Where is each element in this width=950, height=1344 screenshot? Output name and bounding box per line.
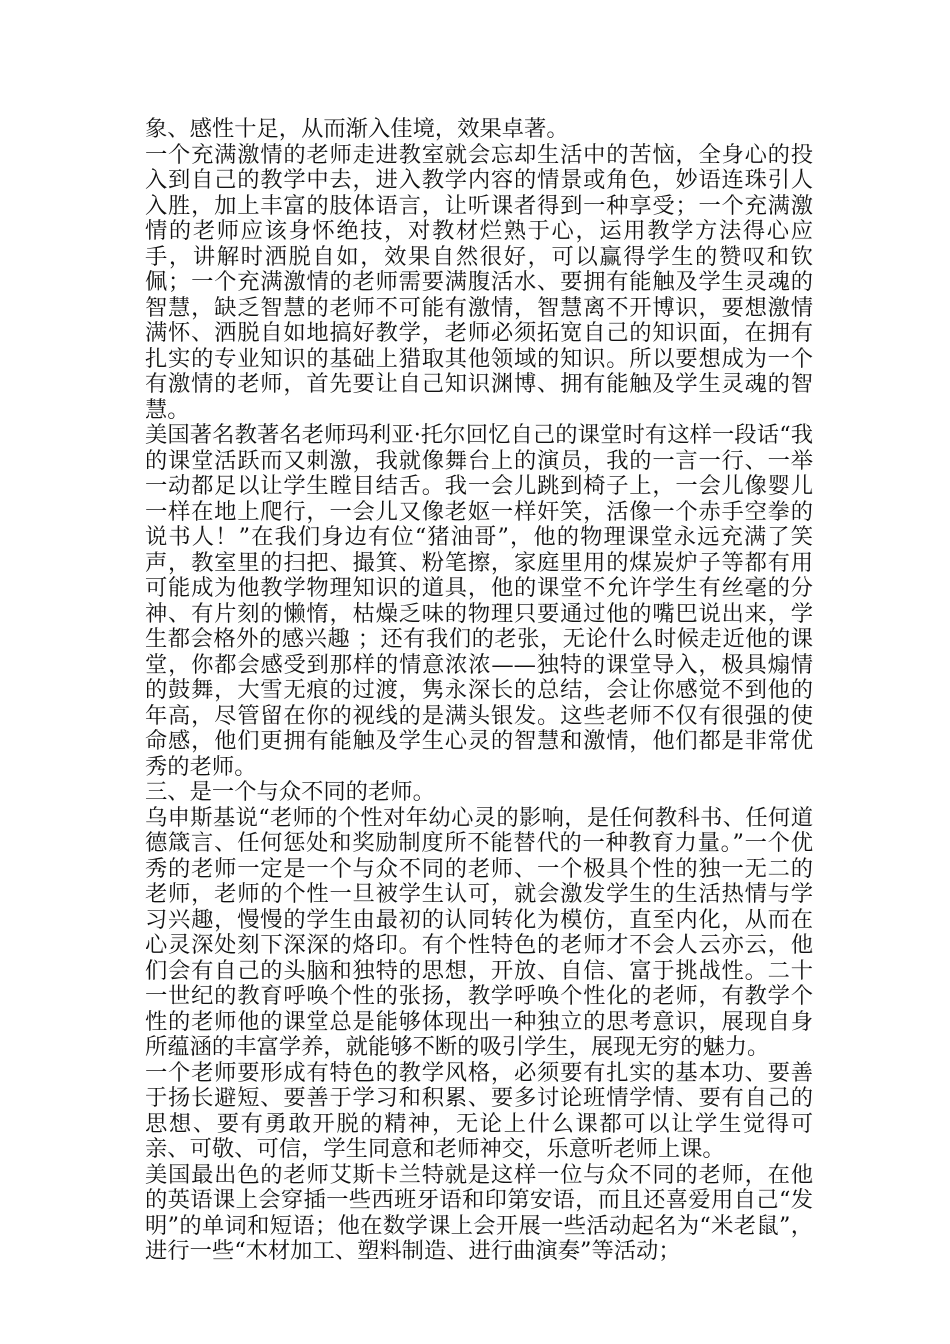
paragraph-teaching-style: 一个老师要形成有特色的教学风格，必须要有扎实的基本功、要善于扬长避短、要善于学习和积累、要多讨论班情学情、要有自己的思想、要有勇敢开脱的精神，无论上什么课都可以让学生觉得可亲、可敬、可信，学生同意和老师神交，乐意听老师上课。 (145, 1059, 813, 1162)
section-heading: 三、是一个与众不同的老师。 (145, 779, 435, 805)
paragraph-escalante-example: 美国最出色的老师艾斯卡兰特就是这样一位与众不同的老师，在他的英语课上会穿插一些西班牙语和印第安语，而且还喜爱用自己“发明”的单词和短语；他在数学课上会开展一些活动起名为“米老鼠”，进行一些“木材加工、塑料制造、进行曲演奏”等活动； (145, 1161, 813, 1264)
document-body (145, 117, 813, 1265)
paragraph-ushinsky-quote: 乌申斯基说“老师的个性对年幼心灵的影响，是任何教科书、任何道德箴言、任何惩处和奖励制度所不能替代的一种教育力量。”一个优秀的老师一定是一个与众不同的老师、一个极具个性的独一无二的老师，老师的个性一旦被学生认可，就会激发学生的生活热情与学习兴趣，慢慢的学生由最初的认同转化为模仿，直至内化，从而在心灵深处刻下深深的烙印。有个性特色的老师才不会人云亦云，他们会有自己的头脑和独特的思想，开放、自信、富于挑战性。二十一世纪的教育呼唤个性的张扬，教学呼唤个性化的老师，有教学个性的老师他的课堂总是能够体现出一种独立的思考意识，展现自身所蕴涵的丰富学养，就能够不断的吸引学生，展现无穷的魅力。 (145, 804, 813, 1060)
paragraph-passion-teacher: 一个充满激情的老师走进教室就会忘却生活中的苦恼，全身心的投入到自己的教学中去，进入教学内容的情景或角色，妙语连珠引人入胜，加上丰富的肢体语言，让听课者得到一种享受；一个充满激情的老师应该身怀绝技，对教材烂熟于心，运用教学方法得心应手，讲解时洒脱自如，效果自然很好，可以赢得学生的赞叹和钦佩；一个充满激情的老师需要满腹活水、要拥有能触及学生灵魂的智慧，缺乏智慧的老师不可能有激情，智慧离不开博识，要想激情满怀、洒脱自如地搞好教学，老师必须拓宽自己的知识面，在拥有扎实的专业知识的基础上猎取其他领域的知识。所以要想成为一个有激情的老师，首先要让自己知识渊博、拥有能触及学生灵魂的智慧。 (145, 141, 813, 423)
paragraph-maria-example: 美国著名教著名老师玛利亚·托尔回忆自己的课堂时有这样一段话“我的课堂活跃而又刺激，我就像舞台上的演员，我的一言一行、一举一动都足以让学生瞠目结舌。我一会儿跳到椅子上，一会儿像婴儿一样在地上爬行，一会儿又像老妪一样奸笑，活像一个赤手空拳的说书人！”在我们身边有位“猪油哥”，他的物理课堂永远充满了笑声，教室里的扫把、撮箕、粉笔擦，家庭里用的煤炭炉子等都有用可能成为他教学物理知识的道具，他的课堂不允许学生有丝毫的分神、有片刻的懒惰，枯燥乏味的物理只要通过他的嘴巴说出来，学生都会格外的感兴趣 ；还有我们的老张，无论什么时候走近他的课堂，你都会感受到那样的情意浓浓——独特的课堂导入，极具煽情的鼓舞，大雪无痕的过渡，隽永深长的总结，会让你感觉不到他的年高，尽管留在你的视线的是满头银发。这些老师不仅有很强的使命感，他们更拥有能触及学生心灵的智慧和激情，他们都是非常优秀的老师。 (145, 422, 813, 780)
paragraph-continuation: 象、感性十足，从而渐入佳境，效果卓著。 (145, 116, 569, 142)
